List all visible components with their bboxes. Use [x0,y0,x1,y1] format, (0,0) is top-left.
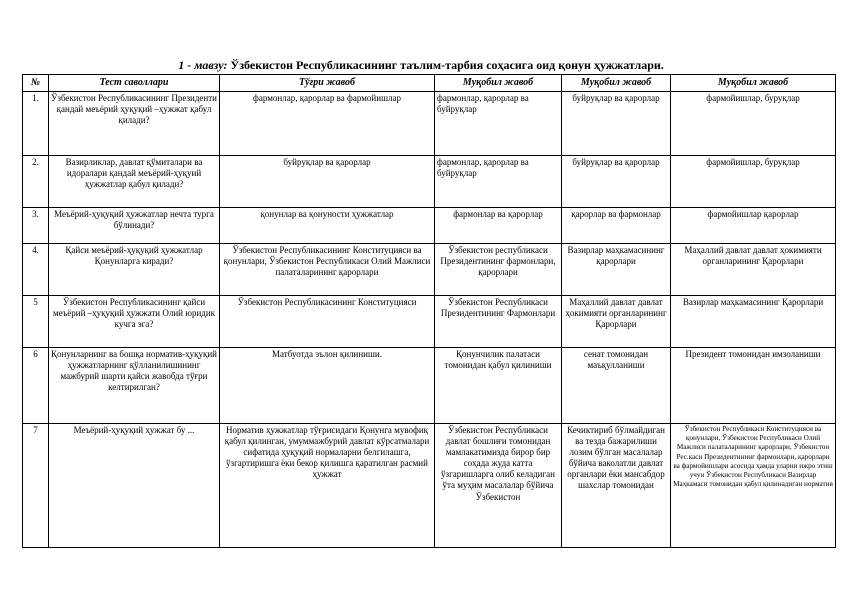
alternative-answer-cell: фармонлар, қарорлар ва буйруқлар [435,156,562,208]
header-question: Тест саволлари [49,75,220,92]
row-number: 4. [23,244,49,296]
alternative-answer-cell: фармойишлар, буруқлар [671,92,836,156]
question-cell: Меъёрий-ҳуқуқий ҳужжат бу ... [49,424,220,548]
alternative-answer-cell: фармойишлар қарорлар [671,208,836,244]
question-cell: Қайси меъёрий-ҳуқуқий ҳужжатлар Қонунларга киради? [49,244,220,296]
table-row [23,244,836,296]
correct-answer-cell: Матбуотда эълон қилиниши. [220,348,435,424]
alternative-answer-cell: Маҳаллий давлат давлат ҳокимияти органларининг Қарорлари [562,296,671,348]
alternative-answer-cell: Ўзбекистон республикаси Президентининг фармонлари, қарорлари [435,244,562,296]
question-cell: Вазирликлар, давлат қўмиталари ва идоралари қандай меъёрий-ҳуқуий ҳужжатлар қабул қилади? [49,156,220,208]
correct-answer-cell: Ўзбекистон Республикасининг Конституцияси ва қонунлари, Ўзбекистон Республикаси Олий Мажлиси палаталарининг қарорлари [220,244,435,296]
table-row [23,208,836,244]
alternative-answer-cell: Кечиктириб бўлмайдиган ва тезда бажарилиши лозим бўлган масалалар бўйича ваколатли давлат органлари ёки мансабдор шахслар томонидан [562,424,671,548]
alternative-answer-cell: буйруқлар ва қарорлар [562,92,671,156]
alternative-answer-cell: Ўзбекистон Республикаси Конституцияси ва қонунлари, Ўзбекистон Республикаси Олий Мажлиси палаталарининг қарорлари, Ўзбекистон Рес.каси Президентининг фармонлари, қарорлари ва фармойишлари асосида ҳамда уларни ижро этиш учун Ўзбекистон Республикаси Вазирлар Маҳкамаси томонидан қабул қилинадиган норматив [671,424,836,548]
question-cell: Ўзбекистон Республикасининг қайси меъёрий –ҳуқуқий ҳужжати Олий юридик кучга эга? [49,296,220,348]
alternative-answer-cell: сенат томонидан маъқулланиши [562,348,671,424]
row-number: 3. [23,208,49,244]
alternative-answer-cell: буйруқлар ва қарорлар [562,156,671,208]
question-cell: Қонунларнинг ва бошқа норматив-ҳуқуқий ҳужжатларнинг қўлланилишининг мажбурий шарти қайси жавобда тўғри келтирилган? [49,348,220,424]
correct-answer-cell: Норматив ҳужжатлар тўғрисидаги Қонунга мувофиқ қабул қилинган, умуммажбурий давлат кўрсатмалари сифатида ҳуқуқий нормаларни белгилашга, ўзгартиришга ёки бекор қилишга қаратилган расмий ҳужжат [220,424,435,548]
question-cell: Меъёрий-ҳуқуқий ҳужжатлар нечта турга бўлинади? [49,208,220,244]
alternative-answer-cell: Президент томонидан имзоланиши [671,348,836,424]
topic-text: Ўзбекистон Республикасининг таълим-тарбия соҳасига оид қонун ҳужжатлари. [230,58,664,72]
header-number: № [23,75,49,92]
table-row [23,348,836,424]
header-alternative-answer-3: Муқобил жавоб [671,75,836,92]
header-correct-answer: Тўғри жавоб [220,75,435,92]
correct-answer-cell: қонунлар ва қонуности ҳужжатлар [220,208,435,244]
correct-answer-cell: буйруқлар ва қарорлар [220,156,435,208]
correct-answer-cell: фармонлар, қарорлар ва фармойишлар [220,92,435,156]
header-alternative-answer-2: Муқобил жавоб [562,75,671,92]
row-number: 7 [23,424,49,548]
row-number: 2. [23,156,49,208]
page-title [0,58,842,72]
alternative-answer-cell: Вазирлар маҳкамасининг қарорлари [562,244,671,296]
table-row [23,156,836,208]
table-row [23,296,836,348]
alternative-answer-cell: Ўзбекистон Республикаси давлат бошлиғи томонидан мамлакатимизда бирор бир соҳада жуда катта ўзгаришларга олиб келадиган ўта муҳим масалалар бўйича Ўзбекистон [435,424,562,548]
table-row [23,92,836,156]
alternative-answer-cell: Қонунчилик палатаси томонидан қабул қилиниши [435,348,562,424]
alternative-answer-cell: Маҳаллий давлат давлат ҳокимияти органларининг Қарорлари [671,244,836,296]
table-header-row [23,75,836,92]
alternative-answer-cell: фармонлар, қарорлар ва буйруқлар [435,92,562,156]
alternative-answer-cell: Ўзбекистон Республикаси Президентининг Фармонлари [435,296,562,348]
questions-table [22,74,836,548]
alternative-answer-cell: фармойишлар, буруқлар [671,156,836,208]
table-row [23,424,836,548]
topic-label: 1 - мавзу: [178,58,228,72]
alternative-answer-cell: Вазирлар маҳкамасининг Қарорлари [671,296,836,348]
header-alternative-answer-1: Муқобил жавоб [435,75,562,92]
row-number: 1. [23,92,49,156]
alternative-answer-cell: қарорлар ва фармонлар [562,208,671,244]
row-number: 5 [23,296,49,348]
alternative-answer-cell: фармонлар ва қарорлар [435,208,562,244]
row-number: 6 [23,348,49,424]
question-cell: Ўзбекистон Республикасининг Президенти қандай меъёрий ҳуқуқий –ҳужжат қабул қилади? [49,92,220,156]
correct-answer-cell: Ўзбекистон Республикасининг Конституцияси [220,296,435,348]
